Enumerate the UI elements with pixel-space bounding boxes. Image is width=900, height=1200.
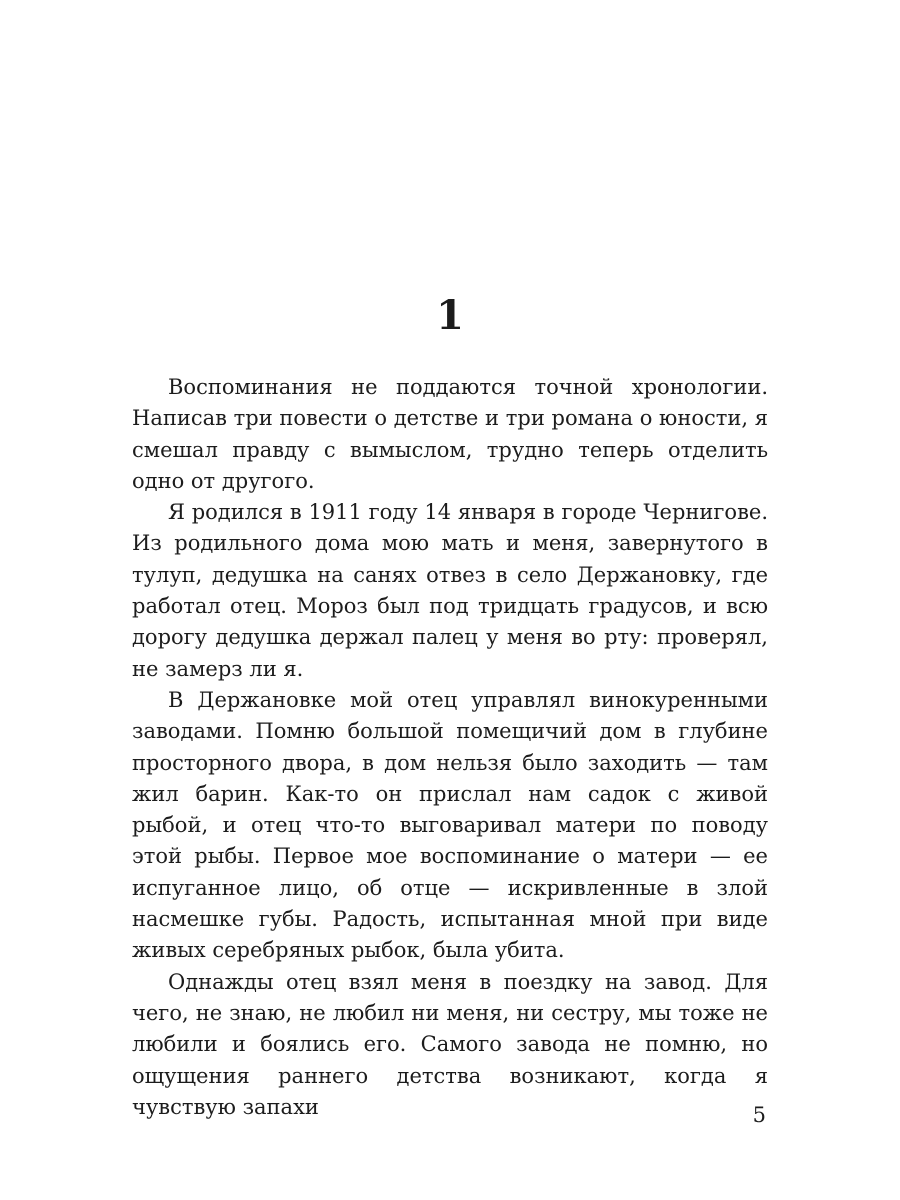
page-number: 5 — [752, 1103, 766, 1127]
paragraph: В Держановке мой отец управлял винокуренными заводами. Помню большой помещичий дом в глубине просторного двора, в дом нельзя было заходить — там жил барин. Как-то он прислал нам садок с живой рыбой, и отец что-то выговаривал матери по поводу этой рыбы. Первое мое воспоминание о матери — ее испуганное лицо, об отце — искривленные в злой насмешке губы. Радость, испытанная мной при виде живых серебряных рыбок, была убита. — [132, 687, 768, 963]
paragraph: Я родился в 1911 году 14 января в городе Чернигове. Из родильного дома мою мать и меня, завернутого в тулуп, дедушка на санях отвез в село Держановку, где работал отец. Мороз был под тридцать градусов, и всю дорогу дедушка держал палец у меня во рту: проверял, не замерз ли я. — [132, 500, 768, 681]
paragraph: Воспоминания не поддаются точной хронологии. Написав три повести о детстве и три романа о юности, я смешал правду с вымыслом, трудно теперь отделить одно от другого. — [132, 375, 768, 493]
paragraph: Однажды отец взял меня в поездку на завод. Для чего, не знаю, не любил ни меня, ни сестру, мы тоже не любили и боялись его. Самого завода не помню, но ощущения раннего детства возникают, когда я чувствую запахи — [132, 969, 768, 1119]
chapter-text — [132, 372, 768, 1123]
chapter-number: 1 — [436, 292, 464, 339]
